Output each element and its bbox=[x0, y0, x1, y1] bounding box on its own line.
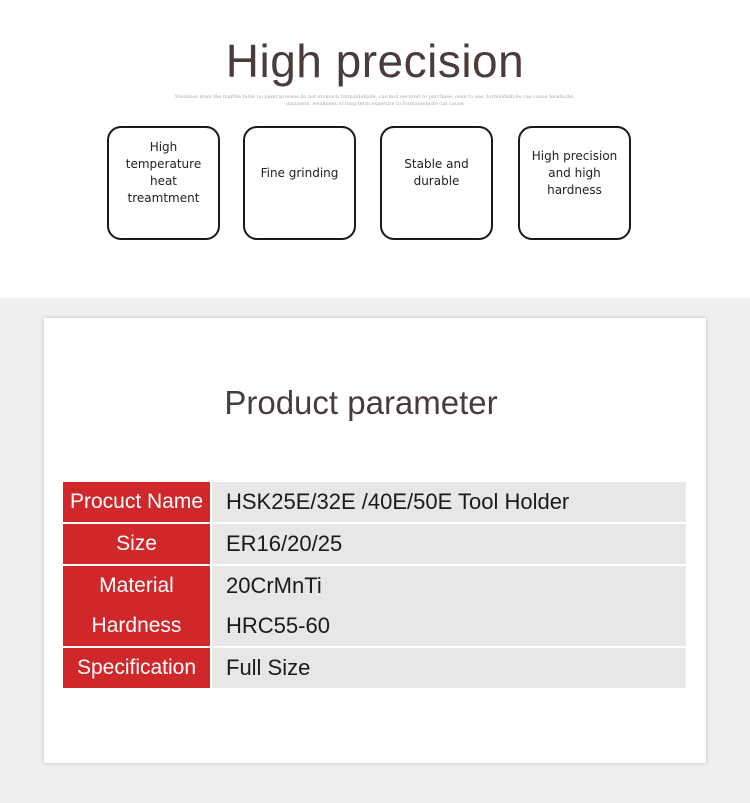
row-value-specification: Full Size bbox=[212, 648, 686, 688]
page-subtitle: Stainless steel the marble table no paint process do not stomach formaldehyde, cas mot secured to purchase, ease to use, formaldehyde cas cause headache, dizziness, weakness of long-term exposure to formaldehyde cas cause bbox=[174, 94, 576, 107]
page-title: High precision bbox=[225, 35, 525, 87]
table-row bbox=[63, 524, 686, 564]
table-row bbox=[63, 648, 686, 688]
row-label-size: Size bbox=[63, 524, 210, 564]
row-label-product-name: Procuct Name bbox=[63, 482, 210, 522]
row-value-product-name: HSK25E/32E /40E/50E Tool Holder bbox=[212, 482, 686, 522]
feature-box-stable-durable: Stable and durable bbox=[380, 126, 493, 240]
table-row bbox=[63, 482, 686, 522]
feature-box-fine-grinding: Fine grinding bbox=[243, 126, 356, 240]
feature-box-high-precision: High precision and high hardness bbox=[518, 126, 631, 240]
table-row bbox=[63, 566, 686, 606]
row-label-material: Material bbox=[63, 566, 210, 606]
row-value-material: 20CrMnTi bbox=[212, 566, 686, 606]
row-label-specification: Specification bbox=[63, 648, 210, 688]
top-section bbox=[0, 0, 750, 298]
parameter-title: Product parameter bbox=[224, 384, 498, 421]
table-row bbox=[63, 606, 686, 646]
feature-box-heat-treatment: High temperature heat treamtment bbox=[107, 126, 220, 240]
row-value-size: ER16/20/25 bbox=[212, 524, 686, 564]
row-value-hardness: HRC55-60 bbox=[212, 606, 686, 646]
row-label-hardness: Hardness bbox=[63, 606, 210, 646]
